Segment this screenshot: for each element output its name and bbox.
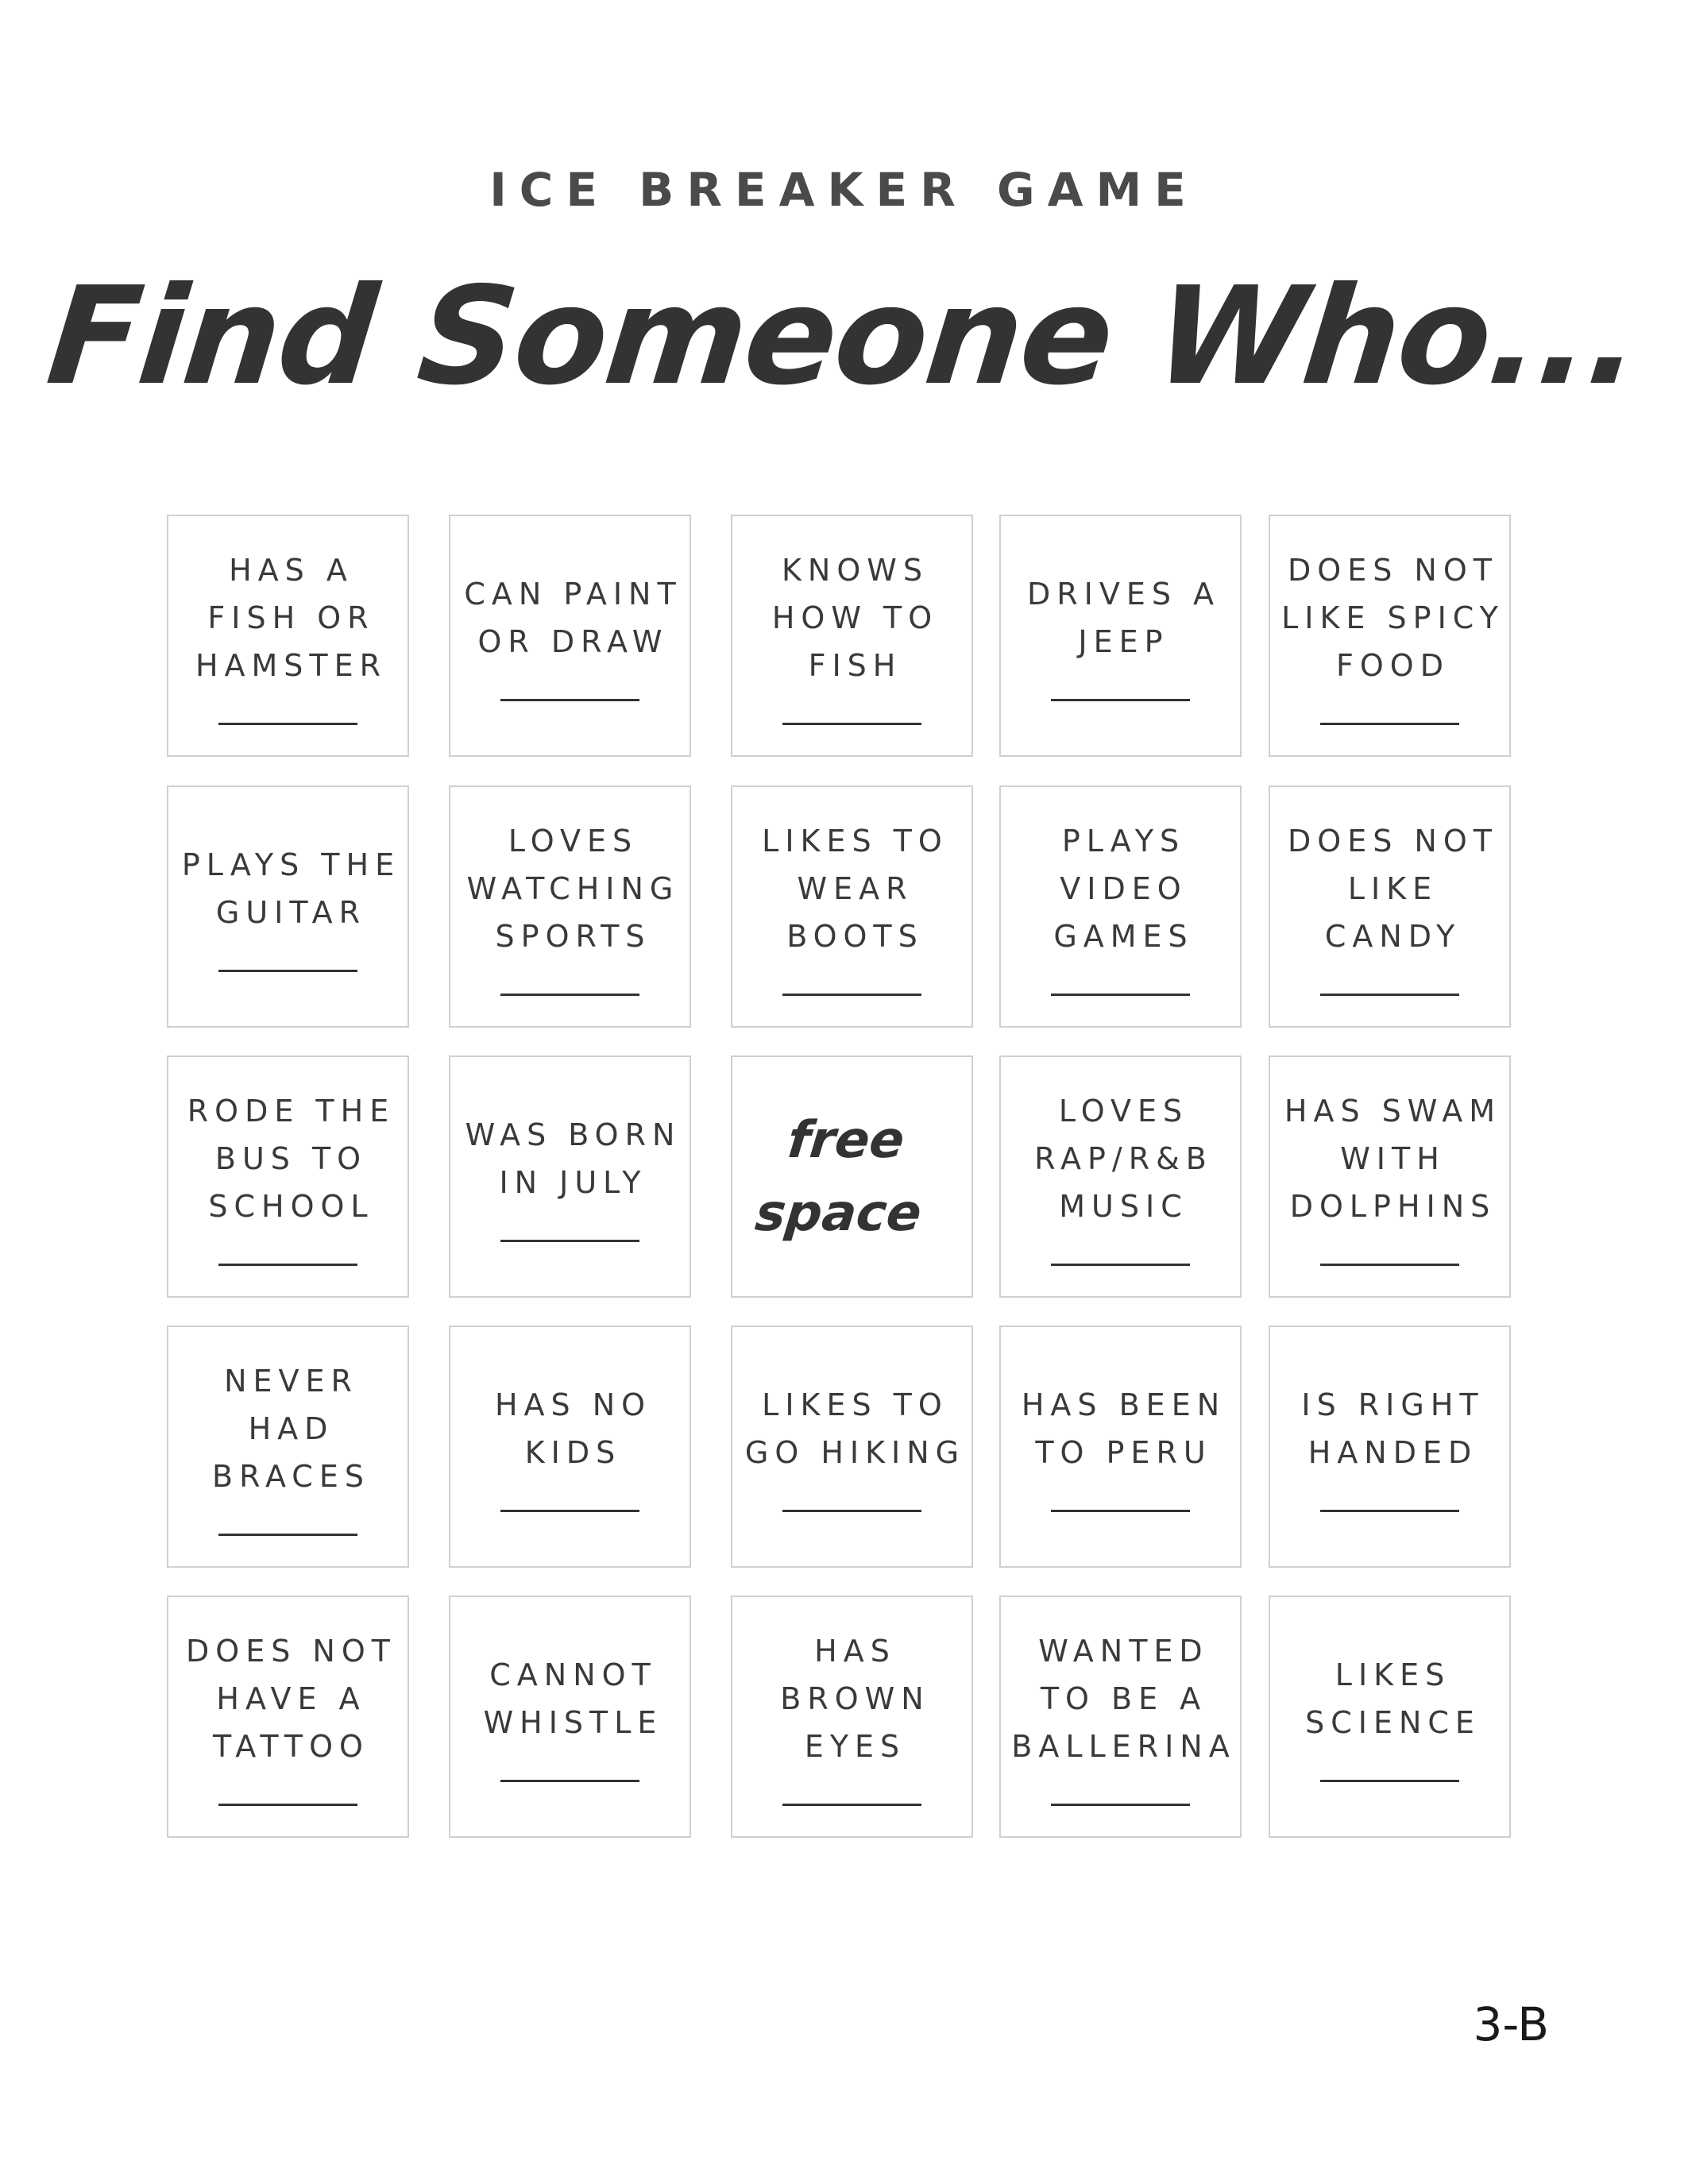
bingo-cell [167, 1055, 409, 1298]
cell-prompt: LIKES TO GO HIKING [744, 1387, 966, 1470]
cell-prompt: CANNOT WHISTLE [483, 1657, 663, 1740]
cell-prompt: LIKES SCIENCE [1305, 1657, 1481, 1740]
bingo-cell [1269, 515, 1511, 757]
free-space-label: free space [752, 1110, 925, 1243]
bingo-cell [449, 1055, 691, 1298]
cell-prompt: WAS BORN IN JULY [465, 1117, 682, 1200]
cell-prompt: PLAYS THE GUITAR [181, 847, 401, 930]
signature-line[interactable] [1051, 994, 1190, 996]
bingo-cell [449, 785, 691, 1028]
bingo-cell [999, 1596, 1242, 1838]
bingo-cell [731, 1596, 973, 1838]
signature-line[interactable] [1051, 699, 1190, 701]
signature-line[interactable] [218, 1264, 357, 1266]
signature-line[interactable] [218, 970, 357, 972]
bingo-cell [449, 515, 691, 757]
cell-prompt: DOES NOT LIKE CANDY [1288, 824, 1498, 954]
signature-line[interactable] [782, 1804, 921, 1806]
cell-prompt: DOES NOT HAVE A TATTOO [186, 1634, 396, 1764]
signature-line[interactable] [500, 1510, 639, 1512]
signature-line[interactable] [500, 699, 639, 701]
signature-line[interactable] [1320, 1780, 1459, 1782]
signature-line[interactable] [1320, 1510, 1459, 1512]
cell-prompt: RODE THE BUS TO SCHOOL [187, 1094, 396, 1224]
bingo-cell [1269, 785, 1511, 1028]
signature-line[interactable] [500, 1240, 639, 1242]
signature-line[interactable] [1051, 1264, 1190, 1266]
cell-prompt: HAS A FISH OR HAMSTER [195, 553, 388, 683]
signature-line[interactable] [218, 1804, 357, 1806]
signature-line[interactable] [1320, 723, 1459, 725]
signature-line[interactable] [782, 723, 921, 725]
bingo-cell [999, 515, 1242, 757]
subtitle: ICE BREAKER GAME [489, 163, 1199, 217]
bingo-cell [999, 785, 1242, 1028]
bingo-cell [1269, 1596, 1511, 1838]
bingo-grid [167, 515, 1517, 1837]
cell-prompt: CAN PAINT OR DRAW [464, 577, 682, 659]
cell-prompt: IS RIGHT HANDED [1301, 1387, 1485, 1470]
cell-prompt: DRIVES A JEEP [1026, 577, 1221, 659]
bingo-cell [449, 1596, 691, 1838]
signature-line[interactable] [1320, 994, 1459, 996]
bingo-cell [167, 515, 409, 757]
page-title: Find Someone Who... [41, 258, 1647, 415]
cell-prompt: HAS BROWN EYES [780, 1634, 930, 1764]
bingo-cell [999, 1325, 1242, 1568]
cell-prompt: LIKES TO WEAR BOOTS [762, 824, 948, 954]
bingo-cell [167, 1325, 409, 1568]
bingo-cell [999, 1055, 1242, 1298]
page-code: 3-B [1473, 1997, 1549, 2051]
signature-line[interactable] [782, 994, 921, 996]
bingo-cell [731, 515, 973, 757]
cell-prompt: PLAYS VIDEO GAMES [1053, 824, 1194, 954]
bingo-cell [167, 785, 409, 1028]
signature-line[interactable] [500, 994, 639, 996]
cell-prompt: KNOWS HOW TO FISH [771, 553, 939, 683]
signature-line[interactable] [1320, 1264, 1459, 1266]
signature-line[interactable] [500, 1780, 639, 1782]
bingo-cell [1269, 1055, 1511, 1298]
signature-line[interactable] [782, 1510, 921, 1512]
cell-prompt: LOVES WATCHING SPORTS [466, 824, 680, 954]
cell-prompt: HAS NO KIDS [494, 1387, 652, 1470]
free-space-cell [731, 1055, 973, 1298]
bingo-cell [449, 1325, 691, 1568]
cell-prompt: WANTED TO BE A BALLERINA [1011, 1634, 1236, 1764]
bingo-cell [167, 1596, 409, 1838]
cell-prompt: HAS SWAM WITH DOLPHINS [1284, 1094, 1502, 1224]
signature-line[interactable] [1051, 1804, 1190, 1806]
bingo-cell [731, 785, 973, 1028]
signature-line[interactable] [218, 1534, 357, 1536]
signature-line[interactable] [1051, 1510, 1190, 1512]
cell-prompt: DOES NOT LIKE SPICY FOOD [1281, 553, 1505, 683]
cell-prompt: HAS BEEN TO PERU [1021, 1387, 1226, 1470]
bingo-cell [731, 1325, 973, 1568]
signature-line[interactable] [218, 723, 357, 725]
bingo-cell [1269, 1325, 1511, 1568]
cell-prompt: LOVES RAP/R&B MUSIC [1034, 1094, 1213, 1224]
cell-prompt: NEVER HAD BRACES [212, 1364, 370, 1494]
